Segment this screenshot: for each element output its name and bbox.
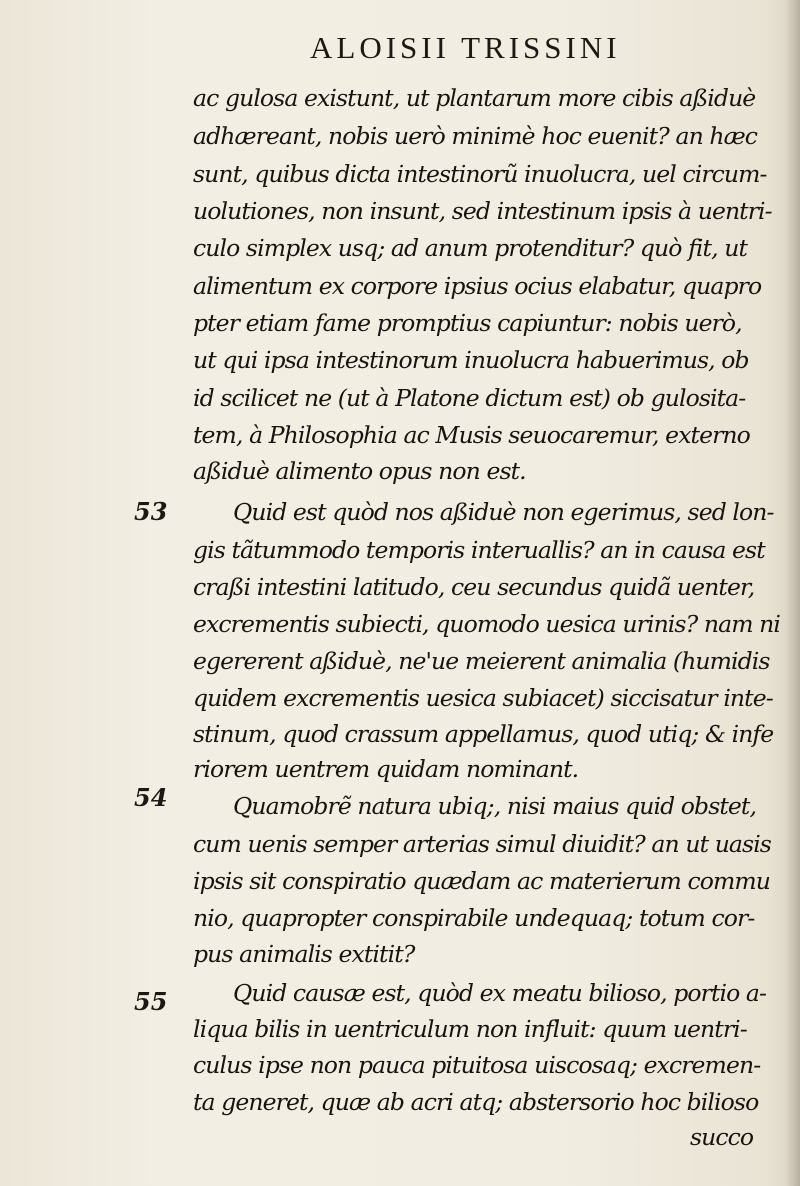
running-head: ALOISII TRISSINI	[310, 30, 621, 65]
section-number-54: 54	[134, 783, 168, 812]
text-line: ta generet, quæ ab acri atq; abstersorio hoc bilioso	[193, 1088, 759, 1116]
section-number-55: 55	[134, 987, 168, 1016]
text-line: aßiduè alimento opus non est.	[193, 457, 526, 485]
text-line: ac gulosa existunt, ut plantarum more cibis aßiduè	[193, 84, 756, 112]
text-line: sunt, quibus dicta intestinorũ inuolucra, uel circum-	[193, 160, 767, 188]
text-line: riorem uentrem quidam nominant.	[193, 755, 579, 783]
text-line: culus ipse non pauca pituitosa uiscosaq; excremen-	[193, 1051, 761, 1079]
text-line: id scilicet ne (ut à Platone dictum est) ob gulosita-	[193, 384, 746, 412]
section-number-53: 53	[134, 497, 168, 526]
text-line: craßi intestini latitudo, ceu secundus quidã uenter,	[193, 573, 755, 601]
paragraph-start-54: Quamobrẽ natura ubiq;, nisi maius quid obstet,	[233, 792, 757, 820]
paragraph-start-55: Quid causæ est, quòd ex meatu bilioso, portio a-	[233, 979, 767, 1007]
text-line: excrementis subiecti, quomodo uesica urinis? nam ni	[193, 610, 780, 638]
page-edge-shadow	[786, 0, 800, 1186]
text-line: cum uenis semper arterias simul diuidit? an ut uasis	[193, 830, 771, 858]
text-line: ipsis sit conspiratio quædam ac materierum commu	[193, 867, 770, 895]
text-line: tem, à Philosophia ac Musis seuocaremur, externo	[193, 421, 750, 449]
text-line: gis tãtummodo temporis interuallis? an in causa est	[193, 536, 765, 564]
text-line: pus animalis extitit?	[193, 940, 415, 968]
text-line: ut qui ipsa intestinorum inuolucra habuerimus, ob	[193, 346, 749, 374]
text-line: adhæreant, nobis uerò minimè hoc euenit? an hæc	[193, 122, 758, 150]
text-line: uolutiones, non insunt, sed intestinum ipsis à uentri-	[193, 197, 772, 225]
text-line: liqua bilis in uentriculum non influit: quum uentri-	[193, 1015, 747, 1043]
text-line: nio, quapropter conspirabile undequaq; totum cor-	[193, 904, 755, 932]
text-line: culo simplex usq; ad anum protenditur? quò fit, ut	[193, 234, 747, 262]
text-line: stinum, quod crassum appellamus, quod utiq; & infe	[193, 720, 774, 748]
paragraph-start-53: Quid est quòd nos aßiduè non egerimus, sed lon-	[233, 498, 774, 526]
text-line: egererent aßiduè, ne'ue meierent animalia (humidis	[193, 647, 770, 675]
text-line: quidem excrementis uesica subiacet) siccisatur inte-	[193, 684, 773, 712]
text-line: pter etiam fame promptius capiuntur: nobis uerò,	[193, 309, 742, 337]
text-line: alimentum ex corpore ipsius ocius elabatur, quapro	[193, 272, 762, 300]
catchword: succo	[690, 1123, 754, 1151]
